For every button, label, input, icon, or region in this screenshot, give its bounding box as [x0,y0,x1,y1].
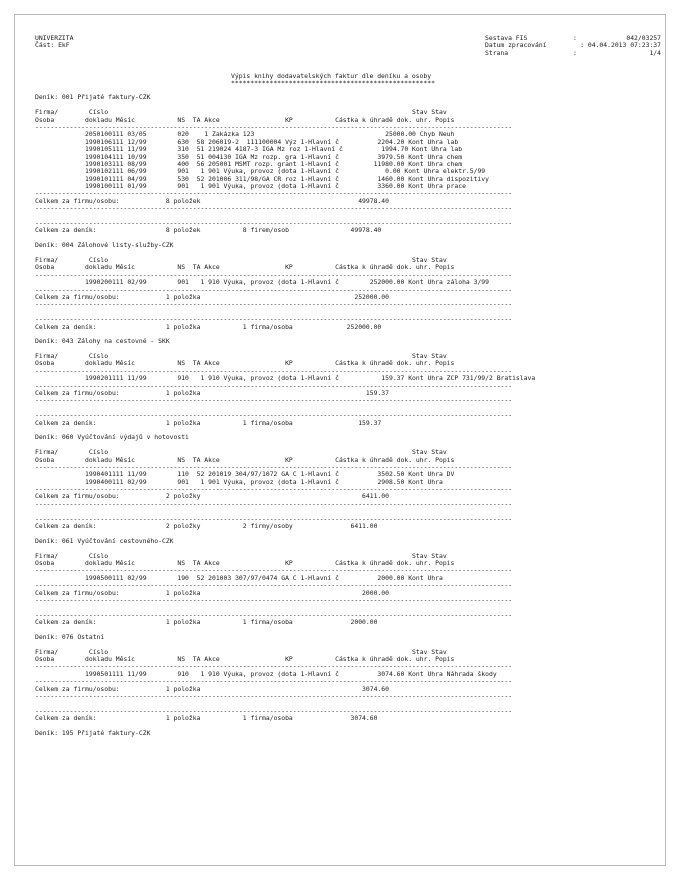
journal-total: Celkem za deník: 1 položka 1 firma/osoba 159.37 [35,419,382,427]
firm-total-rule: ---------------------------------------------------------------------------------------------------------------------------- [35,596,513,604]
blank-line [35,530,669,537]
journal-total-rule: ---------------------------------------------------------------------------------------------------------------------------- [35,707,513,715]
blank-line [35,427,669,434]
header-rule: ---------------------------------------------------------------------------------------------------------------------------- [35,663,513,671]
column-header-2: Osoba dokladu Měsíc NS TA Akce KP Částka k úhradě dok. uhr. Popis [35,456,455,464]
blank-line [35,604,669,611]
system-label: Sestava FIS [485,34,528,42]
journal-total: Celkem za deník: 1 položka 1 firma/osoba 252000.00 [35,323,382,331]
firm-total: Celkem za firmu/osobu: 2 položky 6411.00 [35,493,389,501]
journal-heading: Deník: 061 Vyúčtování cestovného-CZK [35,537,174,545]
page-sep: : [573,48,577,57]
row-rule: ---------------------------------------------------------------------------------------------------------------------------- [35,286,513,294]
firm-total-rule: ---------------------------------------------------------------------------------------------------------------------------- [35,500,513,508]
firm-total: Celkem za firmu/osobu: 1 položka 2000.00 [35,589,389,597]
header-rule: ---------------------------------------------------------------------------------------------------------------------------- [35,463,513,471]
column-header-2: Osoba dokladu Měsíc NS TA Akce KP Částka k úhradě dok. uhr. Popis [35,656,455,664]
table-row: 2050100111 03/05 020 1 Zakázka 123 25000.00 Chyb Neuh [35,131,455,139]
firm-total: Celkem za firmu/osobu: 1 položka 3074.60 [35,685,389,693]
blank-line [35,213,669,220]
report-title-underline: ***************************************************** [231,79,435,88]
table-row: 1990500111 02/99 190 52 201003 307/97/0474 GA Č 1-Hlavní č 2000.00 Kont Uhra [35,574,443,582]
journal-total: Celkem za deník: 2 položky 2 firmy/osoby 6411.00 [35,523,378,531]
blank-line [35,723,669,730]
journal-total-rule: ---------------------------------------------------------------------------------------------------------------------------- [35,316,513,324]
table-row: 1990103111 08/99 400 56 205001 MŠMT rozp. grant 1-Hlavní č 11980.00 Kont Uhra chem [35,160,463,168]
blank-line [35,545,669,552]
journal-total: Celkem za deník: 8 položek 8 firem/osob 49978.40 [35,227,382,235]
journal-total-rule: ---------------------------------------------------------------------------------------------------------------------------- [35,220,513,228]
column-header-1: Firma/ Číslo Stav Stav [35,256,447,264]
blank-line [35,102,669,109]
blank-line [35,627,669,634]
journal-heading: Deník: 076 Ostatní [35,633,105,641]
date-value: : 04.04.2013 07:23:37 [580,41,661,50]
table-row: 1990201111 11/99 910 1 910 Výuka, provoz (dota 1-Hlavní č 159.37 Kont Uhra ZCP 731/99/2 Bratislava [35,375,536,383]
table-row: 1990401111 11/99 110 52 201019 304/97/1072 GA Č 1-Hlavní č 3502.50 Kont Uhra DV [35,471,455,479]
column-header-1: Firma/ Číslo Stav Stav [35,109,447,117]
journal-heading: Deník: 060 Vyúčtování výdajů v hotovosti [35,434,189,442]
column-header-1: Firma/ Číslo Stav Stav [35,552,447,560]
header-rule: ---------------------------------------------------------------------------------------------------------------------------- [35,271,513,279]
row-rule: ---------------------------------------------------------------------------------------------------------------------------- [35,582,513,590]
blank-line [35,331,669,338]
row-rule: ---------------------------------------------------------------------------------------------------------------------------- [35,382,513,390]
report-body [35,35,669,737]
table-row: 1990501111 11/99 910 1 910 Výuka, provoz (dota 1-Hlavní č 3074.60 Kont Uhra Náhrada škody [35,670,497,678]
blank-line [35,405,669,412]
row-rule: ---------------------------------------------------------------------------------------------------------------------------- [35,190,513,198]
column-header-1: Firma/ Číslo Stav Stav [35,648,447,656]
blank-line [35,346,669,353]
row-rule: ---------------------------------------------------------------------------------------------------------------------------- [35,678,513,686]
date-label: Datum zpracování [485,41,547,50]
column-header-2: Osoba dokladu Měsíc NS TA Akce KP Částka k úhradě dok. uhr. Popis [35,116,455,124]
journal-heading: Deník: 004 Zálohové listy-služby-CZK [35,242,174,250]
header-rule: ---------------------------------------------------------------------------------------------------------------------------- [35,123,513,131]
table-row: 1990100111 01/99 901 1 901 Výuka, provoz (dota 1-Hlavní č 3360.00 Kont Uhra prace [35,183,466,191]
row-rule: ---------------------------------------------------------------------------------------------------------------------------- [35,486,513,494]
page-label: Strana [485,48,509,57]
journal-total: Celkem za deník: 1 položka 1 firma/osoba 3074.60 [35,715,378,723]
blank-line [35,235,669,242]
header-rule: ---------------------------------------------------------------------------------------------------------------------------- [35,367,513,375]
column-header-2: Osoba dokladu Měsíc NS TA Akce KP Částka k úhradě dok. uhr. Popis [35,360,455,368]
column-header-1: Firma/ Číslo Stav Stav [35,449,447,457]
blank-line [35,87,669,94]
report-title: Výpis knihy dodavatelských faktur dle deníku a osoby [231,72,432,80]
blank-line [35,508,669,515]
column-header-2: Osoba dokladu Měsíc NS TA Akce KP Částka k úhradě dok. uhr. Popis [35,264,455,272]
page-value: 1/4 [649,48,661,57]
report-header [35,35,669,87]
part-name: Část: EkF [35,41,70,50]
header-rule: ---------------------------------------------------------------------------------------------------------------------------- [35,567,513,575]
journal-heading: Deník: 195 Přijaté faktury-CZK [35,729,151,737]
firm-total-rule: ---------------------------------------------------------------------------------------------------------------------------- [35,301,513,309]
journal-total-rule: ---------------------------------------------------------------------------------------------------------------------------- [35,412,513,420]
org-name: UNIVERZITA [35,34,74,42]
table-row: 1990200111 02/99 901 1 910 Výuka, provoz (dota 1-Hlavní č 252000.00 Kont Uhra záloha 3/99 [35,279,490,287]
table-row: 1990102111 06/99 901 1 901 Výuka, provoz (dota 1-Hlavní č 0.00 Kont Uhra elektr.5/99 [35,168,486,176]
column-header-1: Firma/ Číslo Stav Stav [35,353,447,361]
system-value: 042/03257 [626,34,661,42]
journal-heading: Deník: 001 Přijaté faktury-CZK [35,94,151,102]
firm-total: Celkem za firmu/osobu: 8 položek 49978.40 [35,197,389,205]
firm-total: Celkem za firmu/osobu: 1 položka 159.37 [35,390,389,398]
journal-total-rule: ---------------------------------------------------------------------------------------------------------------------------- [35,611,513,619]
blank-line [35,309,669,316]
blank-line [35,700,669,707]
table-row: 1990400111 02/99 901 1 901 Výuka, provoz (dota 1-Hlavní č 2908.50 Kont Uhra [35,478,443,486]
journal-total: Celkem za deník: 1 položka 1 firma/osoba 2000.00 [35,619,378,627]
system-sep: : [573,34,577,42]
table-row: 1990105111 11/99 310 51 219024 4187-3 IGA Mz roz 1-Hlavní č 1994.70 Kont Uhra lab [35,146,463,154]
column-header-2: Osoba dokladu Měsíc NS TA Akce KP Částka k úhradě dok. uhr. Popis [35,560,455,567]
firm-total-rule: ---------------------------------------------------------------------------------------------------------------------------- [35,205,513,213]
blank-line [35,641,669,648]
firm-total-rule: ---------------------------------------------------------------------------------------------------------------------------- [35,397,513,405]
table-row: 1990106111 12/99 630 58 206019-2 111100004 Výz 1-Hlavní č 2204.20 Kont Uhra lab [35,138,459,146]
firm-total: Celkem za firmu/osobu: 1 položka 252000.00 [35,293,389,301]
table-row: 1990101111 04/99 530 52 201006 311/98/GA ČR roz 1-Hlavní č 1460.00 Kont Uhra dispozitivy [35,175,490,183]
firm-total-rule: ---------------------------------------------------------------------------------------------------------------------------- [35,693,513,701]
report-page [14,14,666,866]
table-row: 1990104111 10/99 350 51 004130 IGA Mz rozp. gra 1-Hlavní č 3979.50 Kont Uhra chem [35,153,463,161]
journal-heading: Deník: 043 Zálohy na cestovné - SKK [35,338,170,346]
journal-total-rule: ---------------------------------------------------------------------------------------------------------------------------- [35,515,513,523]
blank-line [35,250,669,257]
blank-line [35,442,669,449]
